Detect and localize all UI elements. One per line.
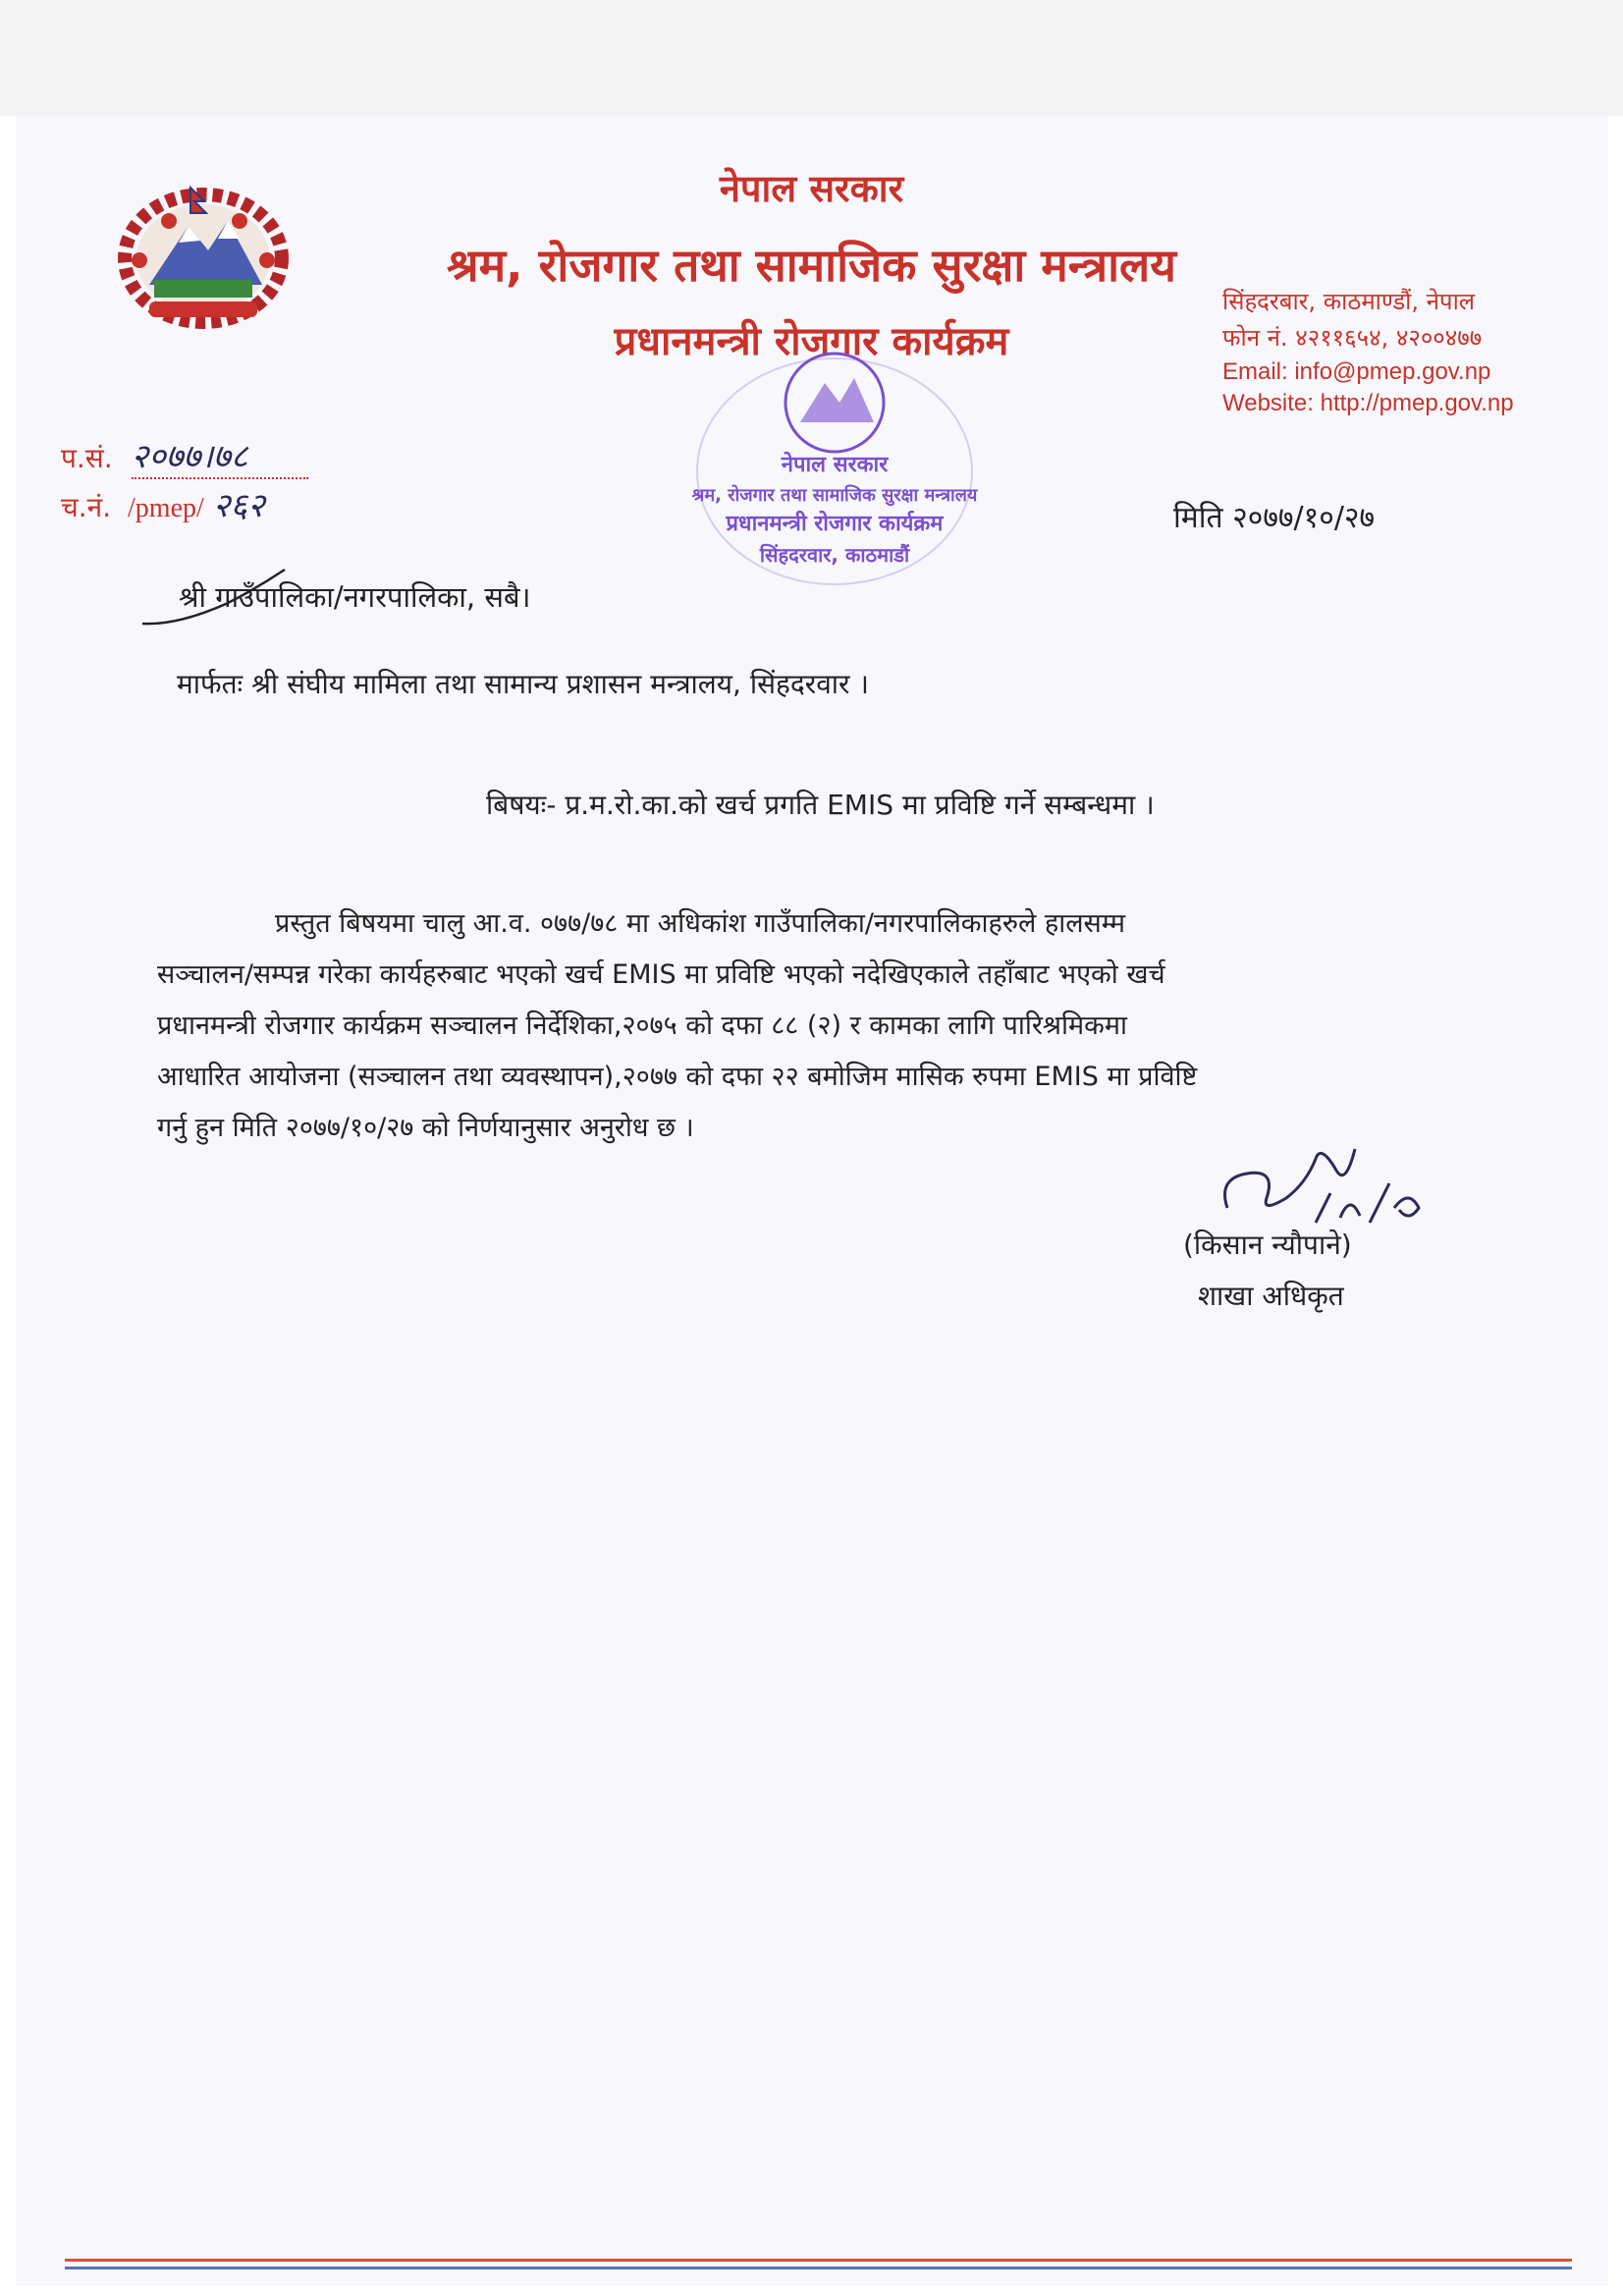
signatory-title: शाखा अधिकृत xyxy=(1198,1280,1344,1312)
ps-label: प.सं. xyxy=(61,442,113,474)
stamp-line-3: प्रधानमन्त्री रोजगार कार्यक्रम xyxy=(726,512,944,536)
body-line-3: प्रधानमन्त्री रोजगार कार्यक्रम सञ्चालन निर्देशिका,२०७५ को दफा ८८ (२) र कामका लागि पारिश्रमिकमा xyxy=(157,1011,1127,1041)
office-stamp-icon xyxy=(687,344,982,589)
checkmark-icon xyxy=(137,565,295,633)
footer-rule-blue xyxy=(65,2267,1572,2269)
contact-website: Website: http://pmep.gov.np xyxy=(1222,390,1514,416)
body-paragraph xyxy=(157,899,1458,1154)
letter-date: मिति २०७७/१०/२७ xyxy=(1173,501,1376,535)
stamp-line-4: सिंहदरवार, काठमाडौं xyxy=(759,543,910,567)
stamp-line-1: नेपाल सरकार xyxy=(781,453,889,477)
body-line-1: प्रस्तुत बिषयमा चालु आ.व. ०७७/७८ मा अधिकांश गाउँपालिका/नगरपालिकाहरुले हालसम्म xyxy=(275,908,1126,939)
government-title: नेपाल सरकार xyxy=(719,167,904,210)
ministry-title: श्रम, रोजगार तथा सामाजिक सुरक्षा मन्त्रालय xyxy=(447,239,1176,292)
cn-label: च.नं. xyxy=(61,491,112,523)
cn-prefix: /pmep/ xyxy=(128,493,204,523)
reference-number xyxy=(61,432,308,479)
footer-rule-red xyxy=(65,2259,1572,2262)
dispatch-number xyxy=(61,481,265,526)
scan-background xyxy=(0,0,1623,116)
program-title: प्रधानमन्त्री रोजगार कार्यक्रम xyxy=(614,319,1009,364)
body-line-4: आधारित आयोजना (सञ्चालन तथा व्यवस्थापन),२०७७ को दफा २२ बमोजिम मासिक रुपमा EMIS मा प्रविष्टि xyxy=(157,1062,1198,1092)
cn-value: २६२ xyxy=(212,486,265,525)
stamp-line-2: श्रम, रोजगार तथा सामाजिक सुरक्षा मन्त्रालय xyxy=(691,485,978,506)
addressee: श्री गाउँपालिका/नगरपालिका, सबै। xyxy=(179,580,531,614)
via-line: मार्फतः श्री संघीय मामिला तथा सामान्य प्रशासन मन्त्रालय, सिंहदरवार । xyxy=(177,668,869,700)
contact-address: सिंहदरबार, काठमाण्डौं, नेपाल xyxy=(1222,288,1476,315)
signature-icon xyxy=(1208,1129,1443,1237)
contact-phone: फोन नं. ४२११६५४, ४२००४७७ xyxy=(1222,324,1483,352)
signatory-name: (किसान न्यौपाने) xyxy=(1183,1229,1352,1261)
body-line-2: सञ्चालन/सम्पन्न गरेका कार्यहरुबाट भएको खर्च EMIS मा प्रविष्टि भएको नदेखिएकाले तहाँबाट भएको खर्च xyxy=(157,959,1165,990)
ps-value: २०७७।७८ xyxy=(131,437,248,476)
subject-line: बिषयः- प्र.म.रो.का.को खर्च प्रगति EMIS मा प्रविष्टि गर्ने सम्बन्धमा । xyxy=(486,789,1155,821)
contact-email: Email: info@pmep.gov.np xyxy=(1222,358,1491,385)
body-line-5: गर्नु हुन मिति २०७७/१०/२७ को निर्णयानुसार अनुरोध छ । xyxy=(157,1113,694,1143)
